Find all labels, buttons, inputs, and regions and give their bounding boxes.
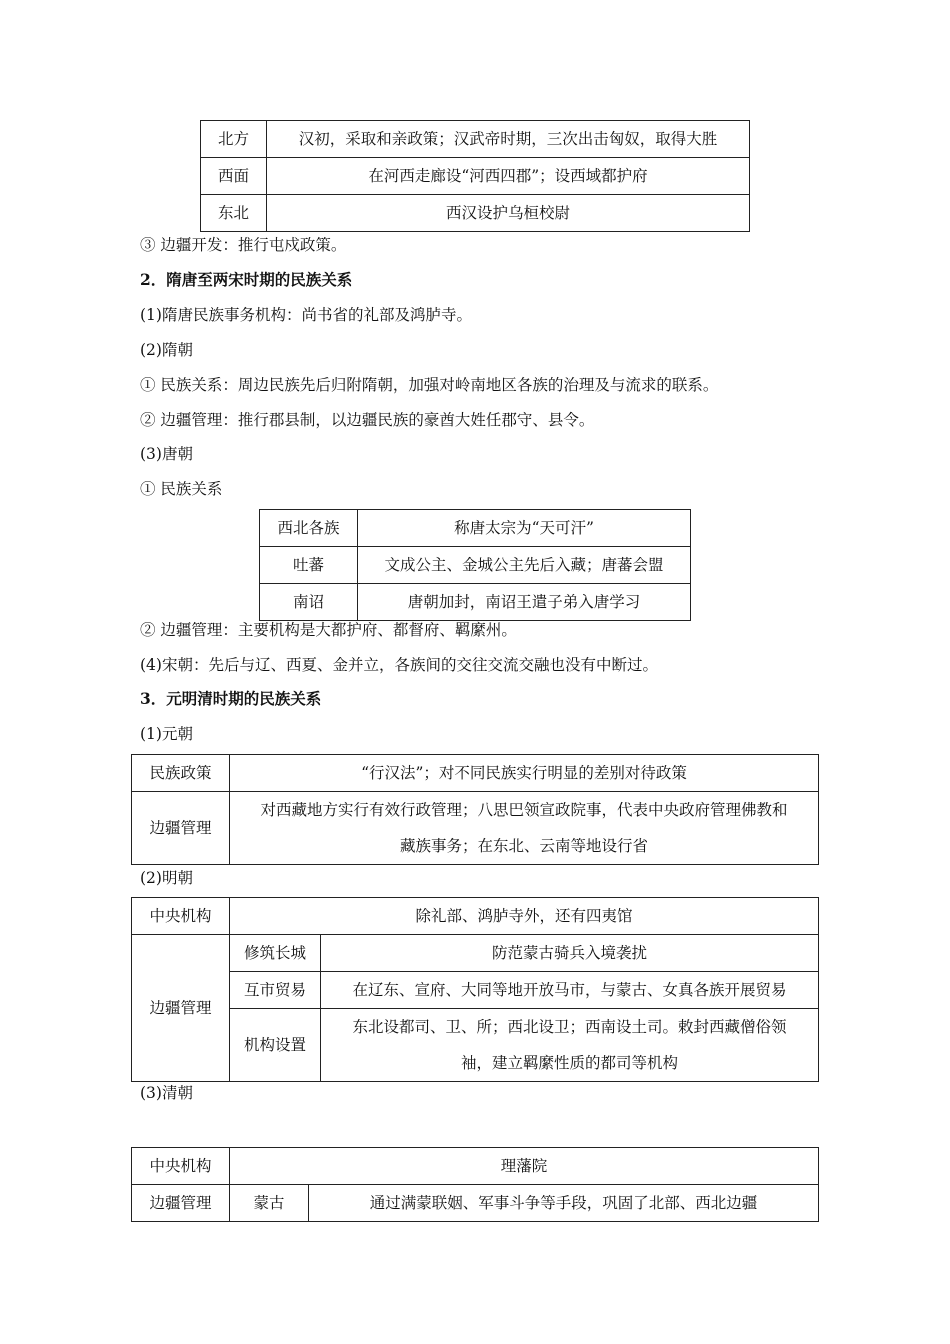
table-row	[132, 935, 819, 972]
table-row	[201, 158, 750, 195]
section3-heading: 3．元明清时期的民族关系	[140, 689, 322, 708]
table-cell-label: 西面	[201, 158, 267, 195]
table-cell-content: 文成公主、金城公主先后入藏；唐蕃会盟	[358, 547, 691, 584]
paragraph: (3)唐朝	[140, 445, 193, 463]
table-cell-label: 南诏	[260, 584, 358, 621]
qing-title: (3)清朝	[140, 1084, 193, 1102]
section2-heading: 2．隋唐至两宋时期的民族关系	[140, 270, 353, 289]
table-cell-content: 称唐太宗为“天可汗”	[358, 510, 691, 547]
paragraph: ① 民族关系：周边民族先后归附隋朝，加强对岭南地区各族的治理及与流求的联系。	[140, 376, 719, 394]
table-row	[132, 1185, 819, 1222]
tang-table	[259, 509, 691, 621]
qing-table	[131, 1147, 819, 1222]
table-cell-content: 在辽东、宣府、大同等地开放马市，与蒙古、女真各族开展贸易	[321, 972, 819, 1009]
table-cell-sublabel: 修筑长城	[230, 935, 321, 972]
paragraph: (4)宋朝：先后与辽、西夏、金并立，各族间的交往交流交融也没有中断过。	[140, 656, 658, 674]
table-cell-label: 北方	[201, 121, 267, 158]
paragraph: (2)隋朝	[140, 341, 193, 359]
table-row	[132, 898, 819, 935]
table-cell-content: 在河西走廊设“河西四郡”；设西域都护府	[267, 158, 750, 195]
table-cell-content: 通过满蒙联姻、军事斗争等手段，巩固了北部、西北边疆	[309, 1185, 819, 1222]
table-cell-content: 除礼部、鸿胪寺外，还有四夷馆	[230, 898, 819, 935]
table-cell-content: “行汉法”；对不同民族实行明显的差别对待政策	[230, 755, 819, 792]
table-cell-sublabel: 互市贸易	[230, 972, 321, 1009]
table-cell-content	[321, 1009, 819, 1082]
table-cell-label: 民族政策	[132, 755, 230, 792]
table-row	[132, 1009, 819, 1082]
table-cell-content: 西汉设护乌桓校尉	[267, 195, 750, 232]
table-row	[201, 195, 750, 232]
table-row	[260, 547, 691, 584]
yuan-title: (1)元朝	[140, 725, 193, 743]
paragraph: ② 边疆管理：推行郡县制，以边疆民族的豪酋大姓任郡守、县令。	[140, 411, 595, 429]
table-cell-line: 东北设都司、卫、所；西北设卫；西南设土司。敕封西藏僧俗领	[352, 1018, 787, 1036]
table-cell-content	[230, 792, 819, 865]
paragraph: ① 民族关系	[140, 480, 223, 498]
paragraph: ② 边疆管理：主要机构是大都护府、都督府、羁縻州。	[140, 621, 517, 639]
table-cell-sublabel: 蒙古	[230, 1185, 309, 1222]
table-cell-label: 边疆管理	[132, 792, 230, 865]
table-row	[132, 755, 819, 792]
table-cell-label: 吐蕃	[260, 547, 358, 584]
table-cell-sublabel: 机构设置	[230, 1009, 321, 1082]
table-cell-label: 边疆管理	[132, 1185, 230, 1222]
table-cell-label: 边疆管理	[132, 935, 230, 1082]
table-row	[132, 792, 819, 865]
table-row	[260, 584, 691, 621]
table-row	[201, 121, 750, 158]
table-cell-line: 对西藏地方实行有效行政管理；八思巴领宣政院事，代表中央政府管理佛教和	[260, 801, 788, 819]
table-cell-label: 中央机构	[132, 898, 230, 935]
table-row	[132, 972, 819, 1009]
han-frontier-text: ③ 边疆开发：推行屯戍政策。	[140, 236, 347, 254]
han-table	[200, 120, 750, 232]
table-cell-label: 西北各族	[260, 510, 358, 547]
ming-title: (2)明朝	[140, 869, 193, 887]
table-row	[132, 1148, 819, 1185]
paragraph: (1)隋唐民族事务机构：尚书省的礼部及鸿胪寺。	[140, 306, 472, 324]
table-row	[260, 510, 691, 547]
yuan-table	[131, 754, 819, 865]
table-cell-content: 汉初，采取和亲政策；汉武帝时期，三次出击匈奴，取得大胜	[267, 121, 750, 158]
ming-table	[131, 897, 819, 1082]
table-cell-content: 防范蒙古骑兵入境袭扰	[321, 935, 819, 972]
table-cell-label: 东北	[201, 195, 267, 232]
table-cell-content: 唐朝加封，南诏王遣子弟入唐学习	[358, 584, 691, 621]
table-cell-label: 中央机构	[132, 1148, 230, 1185]
table-cell-line: 藏族事务；在东北、云南等地设行省	[399, 837, 648, 855]
table-cell-content: 理藩院	[230, 1148, 819, 1185]
table-cell-line: 袖，建立羁縻性质的都司等机构	[460, 1054, 678, 1072]
